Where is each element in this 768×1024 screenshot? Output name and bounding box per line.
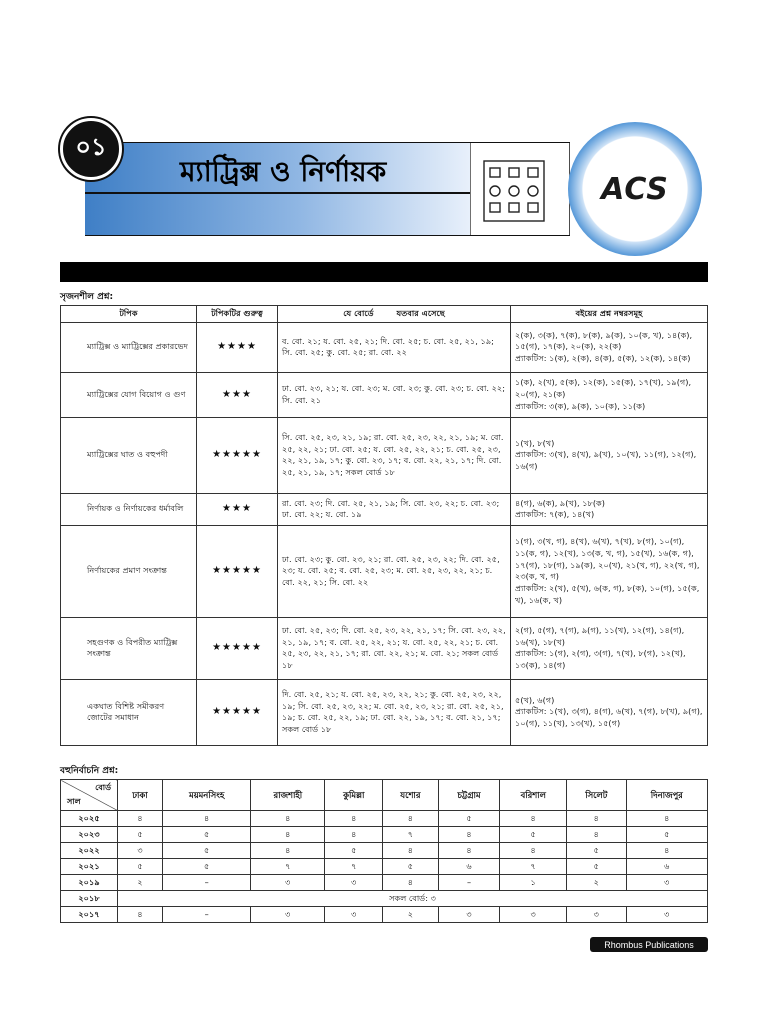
importance-stars: ★★★★★ — [197, 617, 278, 679]
count-cell: ৩ — [251, 875, 325, 891]
topic-cell: ম্যাট্রিক্সের ঘাত ও বহুপদী — [61, 417, 197, 493]
year-cell: ২০১৯ — [61, 875, 118, 891]
count-cell: ৭ — [383, 827, 438, 843]
count-cell: ৪ — [438, 843, 500, 859]
year-cell: ২০২৫ — [61, 811, 118, 827]
count-cell: ৫ — [118, 859, 163, 875]
table-row — [61, 525, 708, 617]
count-cell: ৩ — [626, 907, 707, 923]
table-header-row — [61, 306, 708, 323]
merged-count-cell: সকল বোর্ড: ৩ — [118, 891, 708, 907]
importance-stars: ★★★ — [197, 372, 278, 417]
matrix-grid-icon — [470, 143, 570, 235]
table-row — [61, 322, 708, 372]
count-cell: ৩ — [567, 907, 627, 923]
board-header: কুমিল্লা — [325, 780, 383, 811]
count-cell: ৫ — [626, 827, 707, 843]
count-cell: ৫ — [438, 811, 500, 827]
creative-questions-table — [60, 305, 708, 746]
chapter-number: ০১ — [60, 118, 122, 180]
count-cell: ৪ — [626, 811, 707, 827]
mcq-table-body — [61, 811, 708, 923]
logo-text: ACS — [601, 171, 669, 207]
count-cell: ৩ — [438, 907, 500, 923]
count-cell: ৪ — [500, 811, 567, 827]
count-cell: ৬ — [626, 859, 707, 875]
count-cell: ৪ — [500, 843, 567, 859]
boards-cell: দি. বো. ২৫, ২১; য. বো. ২৫, ২৩, ২২, ২১; কু. বো. ২৫, ২৩, ২২, ১৯; সি. বো. ২৫, ২৩, ২২; ম. বো. ২৫, ২৩, ২১; রা. বো. ২৫, ২১, ১৯; চ. বো. ২৫, ২২, ১৯; ঢা. বো. ২২, ১৯, ১৭; ব. বো. ২১, ১৭; সকল বোর্ড ১৮ — [278, 679, 511, 745]
table-row — [61, 617, 708, 679]
count-cell: ১ — [500, 875, 567, 891]
questions-cell: ১(ক), ২(খ), ৫(ক), ১২(ক), ১৫(ক), ১৭(খ), ১৯(গ), ২০(গ), ২১(ক) প্র্যাকটিস: ৩(ক), ৯(ক), ১০(ক), ১১(ক) — [511, 372, 708, 417]
count-cell: ৫ — [383, 859, 438, 875]
mcq-header-row — [61, 780, 708, 811]
count-cell: ৭ — [500, 859, 567, 875]
count-cell: ৪ — [118, 907, 163, 923]
table-row — [61, 493, 708, 525]
year-cell: ২০২১ — [61, 859, 118, 875]
count-cell: ৪ — [438, 827, 500, 843]
year-row — [61, 811, 708, 827]
importance-stars: ★★★★★ — [197, 417, 278, 493]
count-cell: ৬ — [438, 859, 500, 875]
board-header: সিলেট — [567, 780, 627, 811]
count-cell: ৪ — [325, 827, 383, 843]
col-questions: বইয়ের প্রশ্ন নম্বরসমূহ — [511, 306, 708, 323]
count-cell: ২ — [383, 907, 438, 923]
questions-cell: ১(গ), ৩(খ, গ), ৪(খ), ৬(খ), ৭(খ), ৮(গ), ১০(গ), ১১(ক, গ), ১২(খ), ১৩(ক, খ, গ), ১৫(খ), ১৬(ক, গ), ১৭(গ), ১৮(গ), ১৯(ক), ২০(খ), ২১(খ, গ), ২২(খ, গ), ২৩(ক, খ, গ) প্র্যাকটিস: ২(খ), ৫(খ), ৬(ক, গ), ৮(ক), ১০(গ), ১৫(ক, খ), ১৬(ক, খ) — [511, 525, 708, 617]
header-black-bar — [60, 262, 708, 282]
count-cell: ৫ — [325, 843, 383, 859]
count-cell: ৩ — [626, 875, 707, 891]
topic-cell: একঘাত বিশিষ্ট সমীকরণ জোটের সমাধান — [61, 679, 197, 745]
year-cell: ২০১৮ — [61, 891, 118, 907]
board-header: চট্টগ্রাম — [438, 780, 500, 811]
count-cell: ৪ — [162, 811, 250, 827]
questions-cell: ৫(খ), ৬(গ) প্র্যাকটিস: ১(খ), ৩(গ), ৪(গ), ৬(খ), ৭(গ), ৮(খ), ৯(গ), ১০(গ), ১১(খ), ১৩(খ), ১৫(গ) — [511, 679, 708, 745]
count-cell: ৫ — [162, 827, 250, 843]
board-header: ময়মনসিংহ — [162, 780, 250, 811]
topic-cell: নির্ণায়কের প্রমাণ সংক্রান্ত — [61, 525, 197, 617]
count-cell: ৭ — [325, 859, 383, 875]
chapter-header — [0, 0, 768, 260]
board-year-corner — [61, 780, 118, 811]
count-cell: ৪ — [383, 875, 438, 891]
count-cell: ৩ — [251, 907, 325, 923]
count-cell: – — [438, 875, 500, 891]
questions-cell: ২(ক), ৩(ক), ৭(ক), ৮(ক), ৯(ক), ১০(ক, খ), ১৪(ক), ১৫(গ), ১৭(ক), ২০(ক), ২২(ক) প্র্যাকটিস: ১(ক), ২(ক), ৪(ক), ৫(ক), ১২(ক), ১৪(ক) — [511, 322, 708, 372]
year-row — [61, 827, 708, 843]
count-cell: ৩ — [325, 907, 383, 923]
count-cell: ৩ — [118, 843, 163, 859]
mcq-section-label: বহুনির্বাচনি প্রশ্ন: — [60, 766, 119, 776]
count-cell: ৪ — [383, 811, 438, 827]
boards-cell: সি. বো. ২৫, ২৩, ২১, ১৯; রা. বো. ২৫, ২৩, ২২, ২১, ১৯; ম. বো. ২৫, ২২, ২১; ঢা. বো. ২৫; য. বো. ২৫, ২২, ২১; চ. বো. ২৫, ২৩, ২২, ২১, ১৯, ১৭; কু. বো. ২৩, ১৭; ব. বো. ২২, ২১, ১৭; দি. বো. ২৫, ২১, ১৯, ১৭; সকল বোর্ড ১৮ — [278, 417, 511, 493]
topic-cell: ম্যাট্রিক্স ও ম্যাট্রিক্সের প্রকারভেদ — [61, 322, 197, 372]
importance-stars: ★★★ — [197, 493, 278, 525]
count-cell: ৫ — [500, 827, 567, 843]
questions-cell: ৪(গ), ৬(ক), ৯(খ), ১৮(ক) প্র্যাকটিস: ৭(ক), ১৪(খ) — [511, 493, 708, 525]
topic-cell: সহগুণক ও বিপরীত ম্যাট্রিক্স সংক্রান্ত — [61, 617, 197, 679]
creative-section-label: সৃজনশীল প্রশ্ন: — [60, 292, 114, 302]
count-cell: ৩ — [325, 875, 383, 891]
col-topic: টপিক — [61, 306, 197, 323]
matrix-icon-box — [470, 142, 570, 236]
board-header: যশোর — [383, 780, 438, 811]
year-row — [61, 891, 708, 907]
board-header: ঢাকা — [118, 780, 163, 811]
count-cell: ৪ — [251, 827, 325, 843]
count-cell: ৫ — [162, 843, 250, 859]
topic-cell: ম্যাট্রিক্সের যোগ বিয়োগ ও গুণ — [61, 372, 197, 417]
acs-logo — [568, 122, 702, 256]
table-row — [61, 417, 708, 493]
board-header: দিনাজপুর — [626, 780, 707, 811]
count-cell: ৫ — [567, 843, 627, 859]
questions-cell: ১(খ), ৮(খ) প্র্যাকটিস: ৩(খ), ৪(খ), ৯(খ), ১০(খ), ১১(গ), ১২(গ), ১৬(গ) — [511, 417, 708, 493]
boards-cell: ব. বো. ২১; য. বো. ২৫, ২১; দি. বো. ২৫; চ. বো. ২৫, ২১, ১৯; সি. বো. ২৫; কু. বো. ২৫; রা. বো. ২২ — [278, 322, 511, 372]
board-header: বরিশাল — [500, 780, 567, 811]
count-cell: – — [162, 907, 250, 923]
year-cell: ২০২৩ — [61, 827, 118, 843]
count-cell: ৪ — [251, 843, 325, 859]
count-cell: ৩ — [500, 907, 567, 923]
col-boards: যে বোর্ডে যতবার এসেছে — [278, 306, 511, 323]
boards-cell: ঢা. বো. ২৫, ২৩; দি. বো. ২৫, ২৩, ২২, ২১, ১৭; সি. বো. ২৩, ২২, ২১, ১৯, ১৭; ব. বো. ২৫, ২২, ২১; য. বো. ২৫, ২২, ২১; চ. বো. ২৫, ২৩, ২২, ২১, ১৭; রা. বো. ২২, ২১; ম. বো. ২১; সকল বোর্ড ১৮ — [278, 617, 511, 679]
chapter-title: ম্যাট্রিক্স ও নির্ণায়ক — [180, 155, 387, 188]
count-cell: – — [162, 875, 250, 891]
count-cell: ৪ — [251, 811, 325, 827]
importance-stars: ★★★★★ — [197, 525, 278, 617]
count-cell: ৫ — [162, 859, 250, 875]
count-cell: ৫ — [118, 827, 163, 843]
count-cell: ৭ — [251, 859, 325, 875]
count-cell: ৫ — [567, 859, 627, 875]
importance-stars: ★★★★★ — [197, 679, 278, 745]
count-cell: ৪ — [626, 843, 707, 859]
publisher-badge: Rhombus Publications — [590, 937, 708, 952]
topic-cell: নির্ণায়ক ও নির্ণায়কের ধর্মাবলি — [61, 493, 197, 525]
count-cell: ৪ — [118, 811, 163, 827]
corner-year-label: সাল — [67, 797, 81, 807]
year-row — [61, 875, 708, 891]
year-cell: ২০১৭ — [61, 907, 118, 923]
boards-cell: ঢা. বো. ২৩; কু. বো. ২৩, ২১; রা. বো. ২৫, ২৩, ২২; দি. বো. ২৫, ২৩; য. বো. ২৫; ব. বো. ২৫, ২৩; ম. বো. ২৫, ২৩, ২২, ২১; চ. বো. ২২, ২১; সি. বো. ২২ — [278, 525, 511, 617]
col-importance: টপিকটির গুরুত্ব — [197, 306, 278, 323]
year-row — [61, 907, 708, 923]
creative-table-body — [61, 322, 708, 745]
table-row — [61, 679, 708, 745]
count-cell: ২ — [567, 875, 627, 891]
count-cell: ২ — [118, 875, 163, 891]
boards-cell: রা. বো. ২৩; দি. বো. ২৫, ২১, ১৯; সি. বো. ২৩, ২২; চ. বো. ২৩; ঢা. বো. ২২; য. বো. ১৯ — [278, 493, 511, 525]
year-row — [61, 859, 708, 875]
year-cell: ২০২২ — [61, 843, 118, 859]
year-row — [61, 843, 708, 859]
count-cell: ৪ — [325, 811, 383, 827]
count-cell: ৪ — [567, 811, 627, 827]
board-header: রাজশাহী — [251, 780, 325, 811]
count-cell: ৪ — [383, 843, 438, 859]
table-row — [61, 372, 708, 417]
count-cell: ৪ — [567, 827, 627, 843]
questions-cell: ২(গ), ৫(গ), ৭(গ), ৯(গ), ১১(খ), ১২(গ), ১৪(গ), ১৬(খ), ১৮(খ) প্র্যাকটিস: ১(গ), ২(গ), ৩(গ), ৭(খ), ৮(গ), ১২(খ), ১৩(ক), ১৪(গ) — [511, 617, 708, 679]
mcq-board-table — [60, 779, 708, 923]
boards-cell: ঢা. বো. ২৩, ২১; য. বো. ২৩; ম. বো. ২৩; কু. বো. ২৩; চ. বো. ২২; সি. বো. ২১ — [278, 372, 511, 417]
corner-board-label: বোর্ড — [95, 783, 111, 792]
importance-stars: ★★★★ — [197, 322, 278, 372]
